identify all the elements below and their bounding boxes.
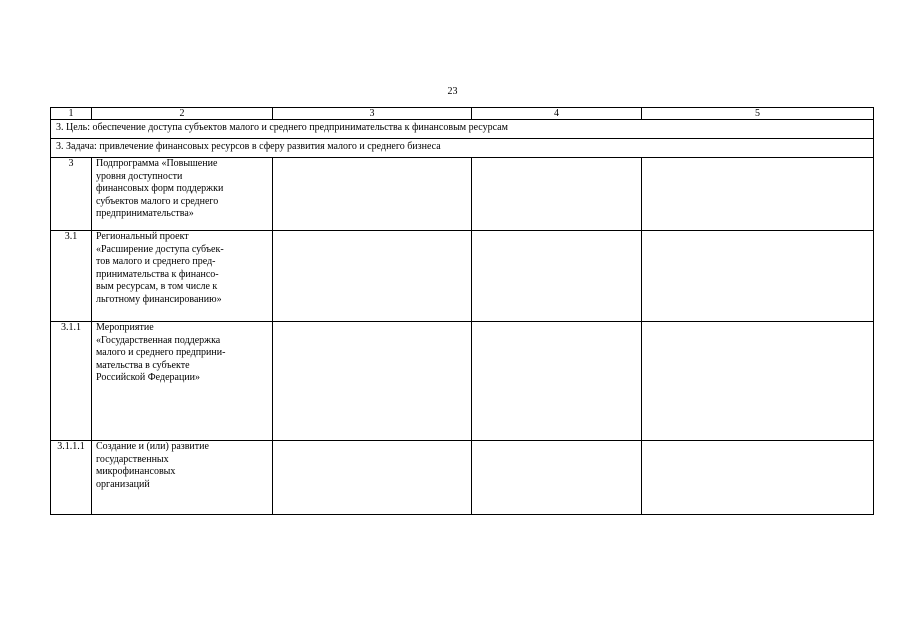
goal-row <box>51 120 874 139</box>
column-header-4: 4 <box>472 108 642 120</box>
row-description: Мероприятие «Государственная поддержка малого и среднего предприни- мательства в субъекте Российской Федерации» <box>92 322 273 441</box>
row-cell-5 <box>642 441 874 515</box>
row-cell-3 <box>273 322 472 441</box>
row-cell-3 <box>273 231 472 322</box>
row-cell-5 <box>642 322 874 441</box>
column-header-3: 3 <box>273 108 472 120</box>
table-row <box>51 441 874 515</box>
table-row <box>51 158 874 231</box>
column-header-1: 1 <box>51 108 92 120</box>
goal-cell: 3. Цель: обеспечение доступа субъектов малого и среднего предпринимательства к финансовым ресурсам <box>51 120 874 139</box>
row-number: 3.1.1.1 <box>51 441 92 515</box>
row-cell-4 <box>472 231 642 322</box>
row-description: Региональный проект «Расширение доступа субъек- тов малого и среднего пред- принимательства к финансо- вым ресурсам, в том числе к льготному финансированию» <box>92 231 273 322</box>
row-description: Создание и (или) развитие государственных микрофинансовых организаций <box>92 441 273 515</box>
program-table <box>50 107 874 515</box>
row-number: 3 <box>51 158 92 231</box>
row-cell-5 <box>642 231 874 322</box>
task-cell: 3. Задача: привлечение финансовых ресурсов в сферу развития малого и среднего бизнеса <box>51 139 874 158</box>
row-number: 3.1.1 <box>51 322 92 441</box>
page-number: 23 <box>447 86 458 97</box>
column-header-row <box>51 108 874 120</box>
row-description: Подпрограмма «Повышение уровня доступности финансовых форм поддержки субъектов малого и среднего предпринимательства» <box>92 158 273 231</box>
row-cell-5 <box>642 158 874 231</box>
row-cell-4 <box>472 322 642 441</box>
row-cell-3 <box>273 158 472 231</box>
row-cell-3 <box>273 441 472 515</box>
table-row <box>51 322 874 441</box>
task-row <box>51 139 874 158</box>
row-cell-4 <box>472 441 642 515</box>
row-cell-4 <box>472 158 642 231</box>
column-header-2: 2 <box>92 108 273 120</box>
column-header-5: 5 <box>642 108 874 120</box>
table-row <box>51 231 874 322</box>
row-number: 3.1 <box>51 231 92 322</box>
